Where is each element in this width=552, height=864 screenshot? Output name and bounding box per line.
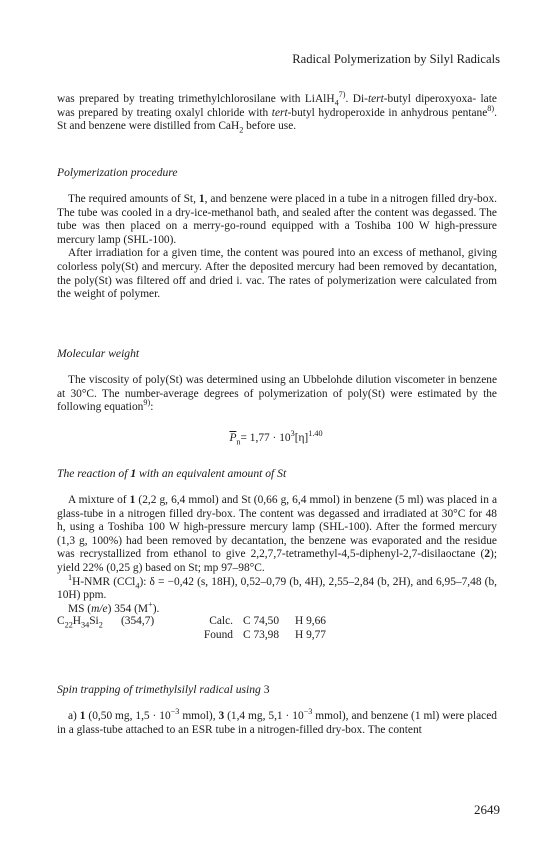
found-carbon: C 73,98 bbox=[243, 628, 280, 641]
intro-text: late was prepared by treating oxalyl chloride with bbox=[57, 93, 497, 119]
calc-hydrogen: H 9,66 bbox=[295, 615, 327, 627]
spacer bbox=[121, 629, 177, 643]
body-text: ); yield 22% (0,25 g) based on St; mp 97–98°C. bbox=[57, 548, 497, 574]
compound-number: 1 bbox=[130, 467, 137, 480]
reaction-body bbox=[57, 494, 497, 616]
intro-text: pentane bbox=[451, 106, 488, 119]
section-heading-spin-trapping bbox=[57, 683, 270, 696]
molecular-weight-body bbox=[57, 374, 497, 415]
subscript: 4 bbox=[334, 98, 339, 108]
running-head: Radical Polymerization by Silyl Radicals bbox=[292, 52, 500, 66]
ms-text: ) 354 (M bbox=[107, 602, 149, 615]
polymerization-body bbox=[57, 193, 497, 302]
section-heading-molecular-weight: Molecular weight bbox=[57, 347, 140, 360]
spin-trapping-body bbox=[57, 707, 497, 737]
heading-text: Spin trapping of trimethylsilyl radical using bbox=[57, 683, 264, 696]
reference-mark: 7) bbox=[338, 90, 346, 100]
intro-paragraph bbox=[57, 90, 497, 135]
compound-number: 1 bbox=[129, 494, 136, 506]
compound-number: 3 bbox=[263, 683, 270, 696]
exponent: −3 bbox=[303, 707, 313, 717]
eq-subscript: n bbox=[236, 437, 241, 447]
body-text: The required amounts of St, bbox=[68, 193, 199, 205]
intro-text: before use. bbox=[243, 120, 297, 133]
compound-number: 3 bbox=[218, 710, 225, 722]
viscosity-equation bbox=[0, 429, 552, 447]
reference-mark: 8) bbox=[487, 103, 495, 113]
eq-text: [η] bbox=[294, 432, 309, 444]
spacer bbox=[57, 629, 121, 643]
body-text: mmol), bbox=[179, 710, 219, 722]
body-text: mmol), and benzene (1 ml) were placed in a glass-tube attached to an ESR tube in a nitrogen-filled dry-box. The content bbox=[57, 710, 497, 736]
subscript: 4 bbox=[135, 580, 140, 590]
subscript: 2 bbox=[239, 125, 244, 135]
found-label: Found bbox=[203, 628, 233, 641]
body-text: (2,2 g, 6,4 mmol) and St (0,66 g, 6,4 mmol) in benzene (5 ml) was placed in a glass-tube in a nitrogen filled dry-box. The content was degassed and irradiated at 30°C for 48 h, using a Toshiba 100 W high-pressure mercury lamp (SHL-100). After the formed mercury (1,3 g, 100%) had been removed by decantation, the benzene was evaporated and the residue was recrystallized from ethanol to give 2,2,7,7-tetramethyl-4,5-diphenyl-2,7-disilaoctane ( bbox=[57, 494, 497, 561]
italic-term: tert bbox=[271, 106, 288, 119]
isotope-mark: 1 bbox=[68, 572, 73, 582]
page-number: 2649 bbox=[474, 802, 500, 817]
eq-text: = 1,77 · 10 bbox=[240, 432, 291, 444]
elemental-analysis bbox=[57, 615, 355, 642]
section-heading-reaction bbox=[57, 467, 286, 480]
reference-mark: 9) bbox=[143, 398, 151, 408]
body-text: , and benzene were placed in a tube in a nitrogen filled dry-box. The tube was cooled in a dry-ice-methanol bath, and sealed after the content was degassed. The tube was then placed on a merry-go-round equipped with a Toshiba 100 W high-pressure mercury lamp (SHL-100). bbox=[57, 193, 497, 246]
superscript: + bbox=[148, 599, 153, 609]
subscript: 2 bbox=[98, 620, 103, 630]
italic-term: m/e bbox=[91, 602, 108, 615]
body-text: (0,50 mg, 1,5 · 10 bbox=[85, 710, 171, 722]
intro-text: -butyl hydroperoxide in anhydrous bbox=[287, 106, 449, 119]
body-text: The viscosity of poly(St) was determined using an Ubbelohde dilution viscometer in benzene at 30°C. The number-average degrees of polymerization of poly(St) were estimated by the following equation bbox=[57, 374, 497, 414]
calc-label: Calc. bbox=[209, 615, 233, 627]
ms-text: MS ( bbox=[68, 602, 92, 615]
element: H bbox=[72, 615, 82, 627]
compound-number: 1 bbox=[79, 710, 86, 722]
molecular-formula bbox=[57, 615, 121, 629]
element: Si bbox=[89, 615, 99, 627]
nmr-text: H-NMR (CCl bbox=[72, 575, 136, 588]
compound-number: 2 bbox=[484, 548, 491, 561]
eq-symbol: $\overline{P}$ bbox=[229, 432, 237, 444]
ms-text: ). bbox=[152, 602, 160, 615]
italic-term: tert bbox=[367, 93, 384, 105]
nmr-text: ): δ = −0,42 (s, 18H), 0,52–0,79 (b, 4H), 2,55–2,84 (b, 2H), and 6,95–7,48 (b, 10H) ppm. bbox=[57, 575, 497, 602]
heading-text: The reaction of bbox=[57, 467, 131, 480]
analysis-row-found bbox=[57, 629, 355, 643]
molecular-weight-value: (354,7) bbox=[121, 615, 155, 627]
section-heading-polymerization: Polymerization procedure bbox=[57, 166, 178, 179]
found-hydrogen: H 9,77 bbox=[295, 628, 327, 641]
subscript: 22 bbox=[64, 620, 73, 630]
intro-text: . Di- bbox=[345, 93, 368, 105]
body-text: A mixture of bbox=[68, 494, 130, 506]
analysis-row-calc bbox=[57, 615, 355, 629]
calc-carbon: C 74,50 bbox=[243, 615, 280, 627]
subscript: 34 bbox=[81, 620, 90, 630]
intro-text: was prepared by treating trimethylchlorosilane with LiAlH bbox=[57, 93, 335, 105]
body-text: : bbox=[150, 401, 154, 414]
heading-text: with an equivalent amount of St bbox=[136, 467, 287, 480]
body-text: (1,4 mg, 5,1 · 10 bbox=[224, 710, 304, 722]
exponent: −3 bbox=[170, 707, 180, 717]
compound-number: 1 bbox=[198, 193, 205, 205]
eq-exponent: 3 bbox=[290, 429, 295, 439]
body-text: a) bbox=[68, 710, 80, 722]
intro-text: . St and benzene were distilled from CaH bbox=[57, 106, 497, 133]
eq-exponent: 1.40 bbox=[308, 429, 323, 439]
intro-text: -butyl diperoxyoxa- bbox=[383, 93, 477, 105]
body-paragraph: After irradiation for a given time, the content was poured into an excess of methanol, giving colorless poly(St) and mercury. After the deposited mercury had been removed by decantation, the poly(St) was filtered off and dried i. vac. The rates of polymerization were calculated from the weight of polymer. bbox=[57, 247, 497, 301]
element: C bbox=[57, 615, 65, 627]
